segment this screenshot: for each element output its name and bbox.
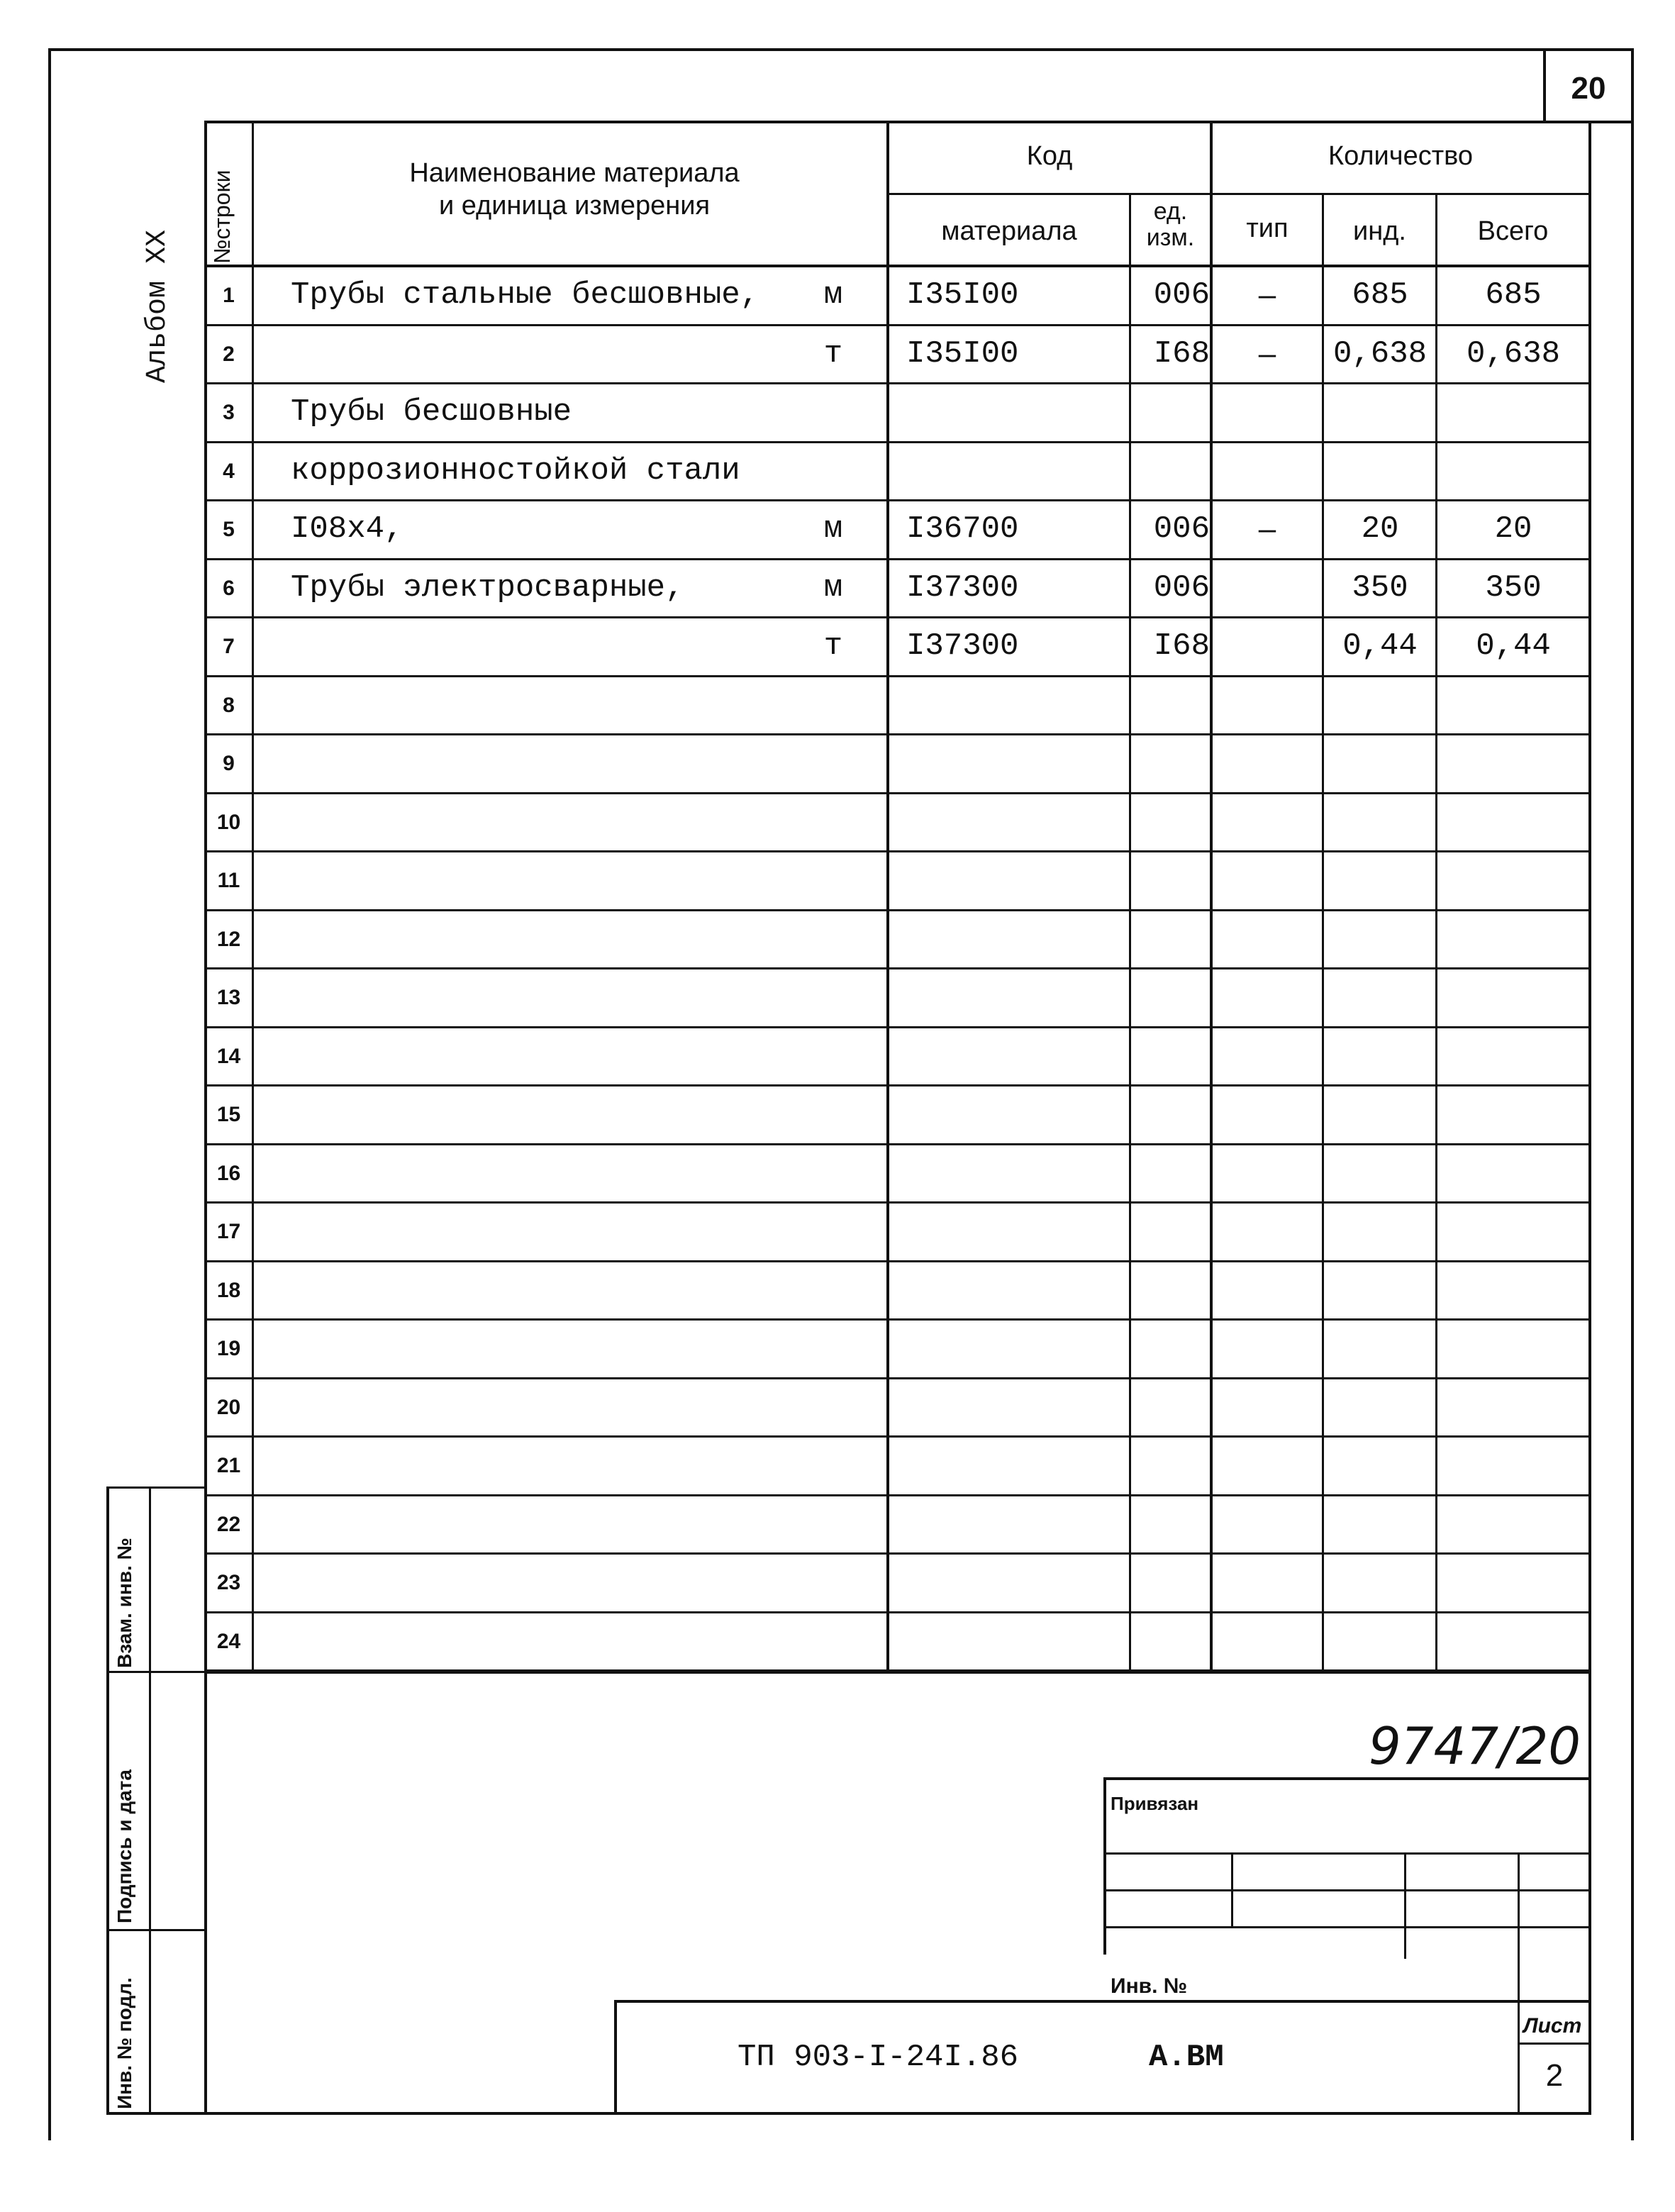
row-separator <box>204 909 1591 911</box>
header-row-number: №строки <box>209 169 235 264</box>
header-total: Всего <box>1477 216 1549 246</box>
cell-no: 10 <box>216 810 241 834</box>
cell-ind: 0,638 <box>1332 335 1428 372</box>
cell-material: I36700 <box>906 511 1019 547</box>
header-unit: ед. изм. <box>1146 198 1195 252</box>
cell-no: 16 <box>216 1161 241 1185</box>
row-separator <box>204 1435 1591 1438</box>
cell-u: м <box>823 569 843 606</box>
cell-no: 20 <box>216 1395 241 1419</box>
label-vzam-inv: Взам. инв. № <box>113 1538 135 1668</box>
label-inv-no: Инв. № <box>1111 1974 1188 1998</box>
cell-no: 21 <box>216 1454 241 1477</box>
row-separator <box>204 441 1591 443</box>
cell-no: 14 <box>216 1044 241 1068</box>
cell-type: – <box>1258 511 1276 546</box>
cell-no: 15 <box>216 1103 241 1126</box>
cell-name: Трубы бесшовные <box>291 394 572 430</box>
row-separator <box>204 558 1591 560</box>
row-separator <box>204 850 1591 852</box>
cell-u: м <box>823 277 843 313</box>
cell-type: – <box>1258 335 1276 371</box>
cell-no: 11 <box>217 869 240 892</box>
header-ind: инд. <box>1353 216 1406 246</box>
row-separator <box>204 1318 1591 1321</box>
cell-material: I37300 <box>906 628 1019 664</box>
header-type: тип <box>1246 213 1289 243</box>
cell-unit: 006 <box>1153 511 1210 547</box>
cell-ind: 20 <box>1361 511 1399 547</box>
cell-unit: I68 <box>1153 335 1210 372</box>
row-separator <box>204 382 1591 384</box>
cell-no: 13 <box>216 986 241 1009</box>
row-separator <box>204 324 1591 326</box>
label-sheet: Лист <box>1523 2014 1582 2038</box>
cell-no: 23 <box>216 1571 241 1594</box>
row-separator <box>204 967 1591 969</box>
cell-u: т <box>823 628 843 664</box>
cell-no: 17 <box>216 1220 241 1243</box>
header-material: материала <box>941 216 1077 246</box>
page-number: 20 <box>1571 71 1606 106</box>
cell-no: 22 <box>216 1512 241 1536</box>
cell-name: Трубы электросварные, <box>291 569 684 606</box>
cell-no: 9 <box>223 752 235 775</box>
label-privyazan: Привязан <box>1111 1793 1199 1814</box>
header-name: Наименование материала и единица измерения <box>409 158 740 221</box>
cell-ind: 685 <box>1352 277 1408 313</box>
cell-name: I08х4, <box>291 511 404 547</box>
row-separator <box>204 1026 1591 1028</box>
cell-no: 4 <box>223 459 235 483</box>
cell-material: I37300 <box>906 569 1019 606</box>
row-separator <box>204 1494 1591 1496</box>
cell-ind: 350 <box>1352 569 1408 606</box>
handwritten-document-number: 9747/20 <box>1369 1716 1581 1776</box>
header-code: Код <box>1026 141 1073 171</box>
cell-no: 5 <box>223 518 235 541</box>
cell-no: 1 <box>223 284 235 307</box>
sheet-number: 2 <box>1545 2058 1564 2093</box>
cell-no: 19 <box>216 1337 241 1360</box>
header-quantity: Количество <box>1328 141 1474 171</box>
row-separator <box>204 1084 1591 1086</box>
cell-total: 0,638 <box>1466 335 1561 372</box>
cell-unit: 006 <box>1153 277 1210 313</box>
cell-unit: I68 <box>1153 628 1210 664</box>
cell-total: 0,44 <box>1476 628 1551 664</box>
cell-name: коррозионностойкой стали <box>291 452 740 489</box>
label-podpis-data: Подпись и дата <box>113 1769 135 1923</box>
row-separator <box>204 1669 1591 1672</box>
row-separator <box>204 675 1591 677</box>
cell-u: т <box>823 335 843 372</box>
cell-ind: 0,44 <box>1342 628 1418 664</box>
cell-no: 2 <box>223 342 235 366</box>
label-inv-podl: Инв. № подл. <box>113 1977 135 2109</box>
album-label: Альбом XX <box>142 229 174 383</box>
cell-total: 685 <box>1485 277 1542 313</box>
cell-no: 6 <box>223 576 235 600</box>
cell-no: 8 <box>223 693 235 717</box>
row-separator <box>204 1552 1591 1555</box>
cell-material: I35I00 <box>906 277 1019 313</box>
row-separator <box>204 1377 1591 1379</box>
row-separator <box>204 1611 1591 1613</box>
cell-no: 3 <box>223 401 235 424</box>
cell-name: Трубы стальные бесшовные, <box>291 277 759 313</box>
cell-u: м <box>823 511 843 547</box>
row-separator <box>204 1260 1591 1262</box>
document-designation: ТП 903-I-24I.86 <box>738 2040 1019 2075</box>
cell-no: 7 <box>223 635 235 658</box>
document-section: А.ВМ <box>1149 2040 1224 2075</box>
cell-no: 12 <box>216 927 241 951</box>
cell-total: 20 <box>1494 511 1532 547</box>
row-separator <box>204 1143 1591 1145</box>
row-separator <box>204 1201 1591 1204</box>
row-separator <box>204 733 1591 735</box>
cell-material: I35I00 <box>906 335 1019 372</box>
cell-no: 24 <box>216 1629 241 1653</box>
cell-type: – <box>1258 277 1276 312</box>
cell-total: 350 <box>1485 569 1542 606</box>
row-separator <box>204 616 1591 618</box>
cell-unit: 006 <box>1153 569 1210 606</box>
cell-no: 18 <box>216 1278 241 1302</box>
row-separator <box>204 792 1591 794</box>
row-separator <box>204 499 1591 501</box>
